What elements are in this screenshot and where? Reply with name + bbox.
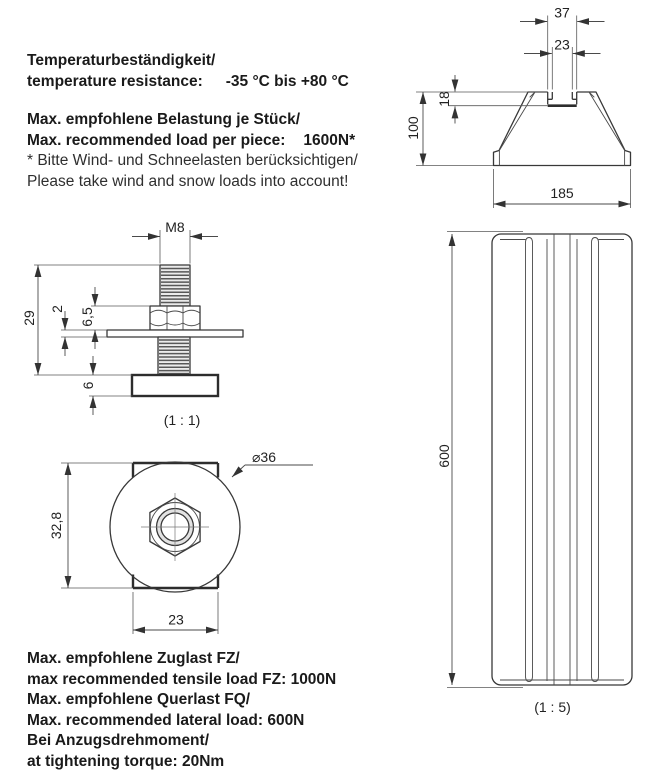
lateral-load-en: Max. recommended lateral load: 600N (27, 711, 305, 729)
washer-plate-side (107, 330, 243, 337)
wind-snow-footnote-de: * Bitte Wind- und Schneelasten berücksichtigen/ (27, 152, 358, 169)
dim-base-width-185 (494, 169, 631, 208)
load-limits-note (27, 649, 336, 771)
dim-label-2: 2 (49, 305, 65, 313)
dim-label-600: 600 (436, 444, 452, 468)
dim-thread-m8 (132, 219, 218, 264)
torque-de: Bei Anzugsdrehmoment/ (27, 732, 209, 749)
dim-slot-inner-23 (524, 37, 601, 90)
scale-label-1-5: (1 : 5) (534, 699, 571, 715)
temperature-note-de: Temperaturbeständigkeit/ (27, 52, 216, 69)
max-load-note-en: Max. recommended load per piece: 1600N* (27, 131, 356, 149)
dim-diameter-36 (232, 449, 313, 477)
dim-label-23: 23 (554, 36, 570, 53)
profile-grooves (500, 234, 624, 685)
foot-block-side (132, 375, 218, 396)
dim-width-23 (133, 592, 218, 634)
bolt-thread-top (160, 265, 190, 306)
dim-label-100: 100 (405, 116, 421, 140)
dim-foot-6 (80, 356, 132, 415)
profile-outline (492, 234, 632, 685)
scale-label-1-1: (1 : 1) (163, 412, 201, 428)
dim-label-6: 6 (80, 381, 96, 390)
centerlines (141, 493, 209, 561)
hex-nut-side (150, 306, 200, 330)
max-load-note-de: Max. empfohlene Belastung je Stück/ (27, 111, 301, 128)
tensile-load-de: Max. empfohlene Zuglast FZ/ (27, 650, 240, 667)
cross-section-outline (494, 92, 631, 166)
front-view-drawing (420, 210, 667, 722)
max-load-value: 1600N* (303, 131, 356, 149)
dim-slot-depth-18 (416, 75, 548, 124)
temperature-value: -35 °C bis +80 °C (225, 72, 349, 90)
thread-size-label: M8 (165, 219, 185, 235)
tensile-load-en: max recommended tensile load FZ: 1000N (27, 670, 337, 688)
dim-label-32-8: 32,8 (48, 511, 64, 540)
bolt-assembly-drawing (10, 215, 300, 433)
dim-height-32-8 (48, 463, 133, 588)
dim-label-29: 29 (21, 310, 37, 326)
top-view-drawing (10, 430, 330, 645)
dim-label-6-5: 6,5 (79, 307, 95, 327)
cross-section-slot (548, 92, 577, 106)
max-load-note (27, 110, 355, 151)
torque-en: at tightening torque: 20Nm (27, 752, 225, 770)
lateral-load-de: Max. empfohlene Querlast FQ/ (27, 691, 251, 708)
dim-label-23-width: 23 (168, 611, 184, 628)
dim-nut-6-5 (79, 287, 150, 349)
dim-plate-2 (49, 305, 107, 356)
dim-label-diameter-36: ⌀36 (252, 449, 277, 465)
bolt-thread-bottom (158, 337, 190, 375)
cross-section-drawing (400, 0, 667, 215)
temperature-note (27, 51, 349, 92)
wind-snow-footnote (27, 151, 358, 192)
dim-length-600 (436, 232, 523, 688)
dim-label-18: 18 (436, 91, 452, 107)
wind-snow-footnote-en: Please take wind and snow loads into account! (27, 172, 349, 190)
dim-label-185: 185 (550, 185, 574, 201)
temperature-note-en: temperature resistance: -35 °C bis +80 °C (27, 72, 349, 90)
dim-label-37: 37 (554, 4, 570, 21)
